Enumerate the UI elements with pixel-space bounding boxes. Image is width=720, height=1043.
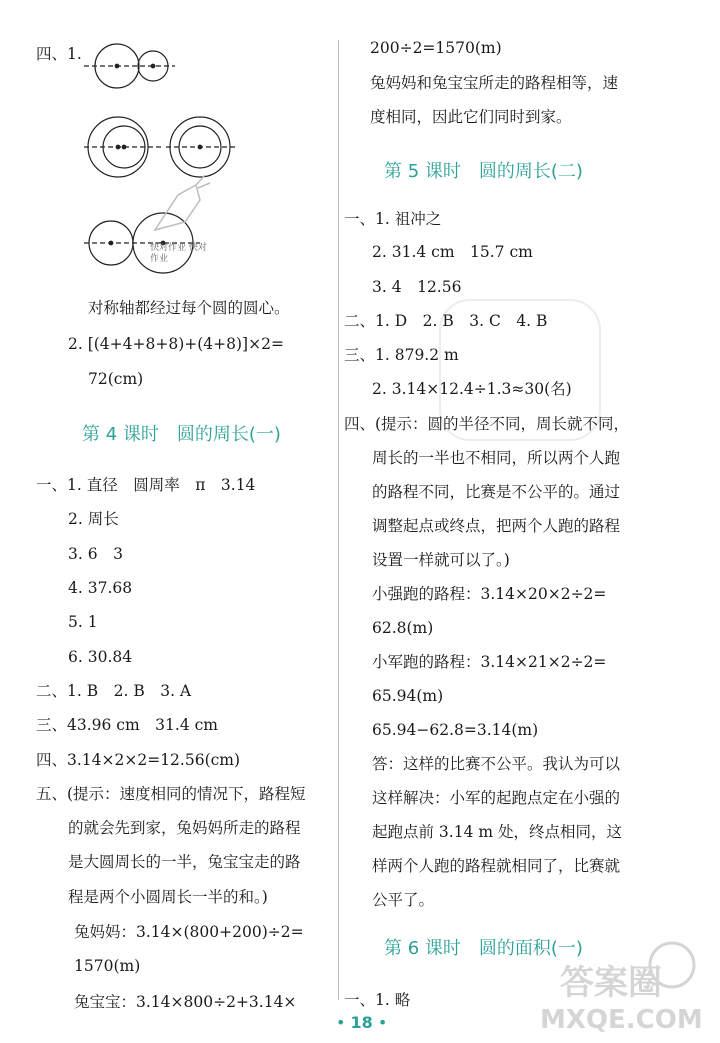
right-line-24: 公平了。 [372,891,435,909]
page-number: • 18 • [336,1013,388,1032]
right-line-23: 样两个人跑的路程就相同了，比赛就 [372,857,621,875]
figure-concentric [166,117,236,177]
page-number-value: 18 [350,1013,373,1032]
left-line-4: 72(cm) [88,370,144,388]
right-line-14: 设置一样就可以了。) [372,551,510,569]
left-line-15: 的就会先到家，兔妈妈所走的路程 [68,819,301,837]
right-line-15: 小强跑的路程：3.14×20×2÷2= [372,585,607,603]
section-title-lesson-5: 第 5 课时 圆的周长(二) [384,161,583,182]
carrot-watermark-icon [155,175,210,230]
left-line-3: 2. [(4+4+8+8)+(4+8)]×2= [68,335,284,353]
site-logo-icon [440,300,694,987]
right-line-4: 一、1. 祖冲之 [344,210,442,228]
right-line-5: 2. 31.4 cm 15.7 cm [372,243,533,261]
left-line-19: 1570(m) [74,957,141,975]
right-line-3: 度相同，因此它们同时到家。 [370,108,572,126]
figure-two-circles [84,44,175,88]
right-line-16: 62.8(m) [372,619,434,637]
right-line-7: 二、1. D 2. B 3. C 4. B [344,312,548,330]
section-title-lesson-4: 第 4 课时 圆的周长(一) [82,424,281,445]
left-line-1: 四、1. [36,45,82,63]
left-line-5: 一、1. 直径 圆周率 π 3.14 [36,476,256,494]
right-line-18: 65.94(m) [372,687,444,705]
left-line-8: 4. 37.68 [68,579,133,597]
right-line-8: 三、1. 879.2 m [344,346,459,364]
watermark-stamp: 快对作业 快对作业 [150,243,207,264]
right-line-22: 起跑点前 3.14 m 处，终点相同，这 [372,823,622,841]
left-line-14: 五、(提示：速度相同的情况下，路程短 [36,785,306,803]
left-line-20: 兔宝宝：3.14×800÷2+3.14× [74,993,297,1011]
figure-inner-tangent [84,117,162,177]
right-line-6: 3. 4 12.56 [372,278,462,296]
right-line-1: 200÷2=1570(m) [370,39,502,57]
left-line-9: 5. 1 [68,613,98,631]
right-line-2: 兔妈妈和兔宝宝所走的路程相等，速 [370,74,619,92]
left-line-18: 兔妈妈：3.14×(800+200)÷2= [74,923,304,941]
watermark-site: MXQE.COM [540,1005,703,1035]
left-line-7: 3. 6 3 [68,545,123,563]
left-line-6: 2. 周长 [68,510,119,528]
left-line-16: 是大圆周长的一半，兔宝宝走的路 [68,853,301,871]
right-line-9: 2. 3.14×12.4÷1.3≈30(名) [372,380,572,398]
right-line-17: 小军跑的路程：3.14×21×2÷2= [372,653,607,671]
right-line-12: 的路程不同，比赛是不公平的。通过 [372,483,621,501]
right-line-25: 一、1. 略 [344,991,411,1009]
left-line-17: 程是两个小圆周长一半的和。) [68,888,268,906]
column-divider [338,40,339,1000]
right-line-13: 调整起点或终点，把两个人跑的路程 [372,517,621,535]
right-line-21: 这样解决：小军的起跑点定在小强的 [372,789,621,807]
left-line-11: 二、1. B 2. B 3. A [36,682,192,700]
watermark-site-cn: 答案圈 [560,963,662,1003]
left-line-12: 三、43.96 cm 31.4 cm [36,716,218,734]
left-line-10: 6. 30.84 [68,648,133,666]
right-line-11: 周长的一半也不相同，所以两个人跑 [372,449,621,467]
section-title-lesson-6: 第 6 课时 圆的面积(一) [384,938,583,959]
left-line-13: 四、3.14×2×2=12.56(cm) [36,751,241,769]
right-line-20: 答：这样的比赛不公平。我认为可以 [372,755,621,773]
right-line-19: 65.94−62.8=3.14(m) [372,721,539,739]
right-line-10: 四、(提示：圆的半径不同，周长就不同， [344,415,630,433]
left-line-2: 对称轴都经过每个圆的圆心。 [88,299,290,317]
